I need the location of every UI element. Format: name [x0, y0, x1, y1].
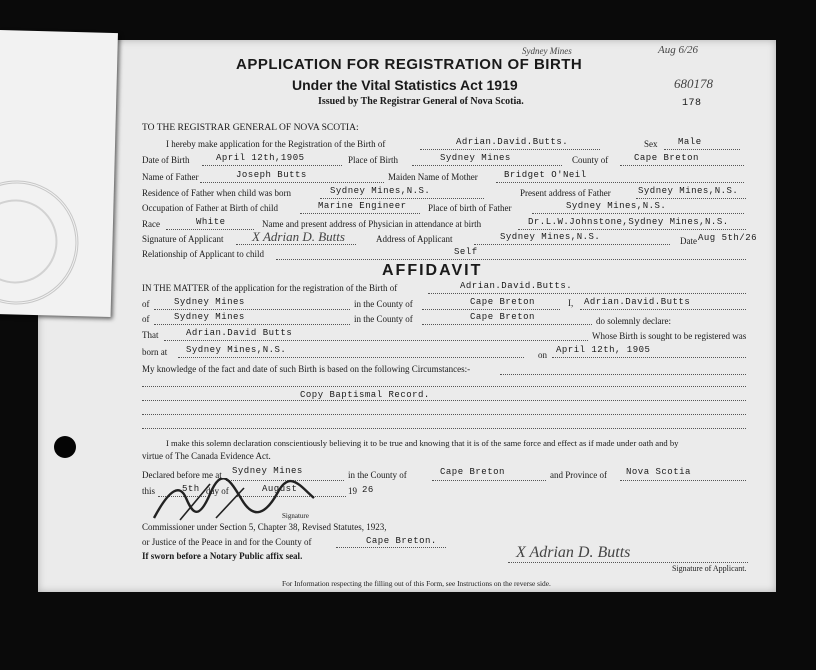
- matter-label: IN THE MATTER of the application for the registration of the Birth of: [142, 283, 398, 293]
- month-value: August: [262, 484, 298, 494]
- province-value: Nova Scotia: [626, 467, 691, 477]
- day-of-label: day of: [206, 486, 229, 496]
- applicant-signature: X Adrian D. Butts: [252, 229, 345, 244]
- day-value: 5th: [182, 484, 200, 494]
- address-value: Sydney Mines,N.S.: [500, 232, 601, 242]
- of-label-1: of: [142, 299, 150, 309]
- top-note: Sydney Mines: [522, 46, 572, 56]
- father-value: Joseph Butts: [236, 170, 307, 180]
- occupation-label: Occupation of Father at Birth of child: [142, 203, 278, 213]
- born-at-label: born at: [142, 347, 168, 357]
- pob-value: Sydney Mines: [440, 153, 511, 163]
- present-address-value: Sydney Mines,N.S.: [638, 186, 739, 196]
- top-date: Aug 6/26: [658, 44, 699, 56]
- physician-label: Name and present address of Physician in attendance at birth: [262, 219, 482, 229]
- race-label: Race: [142, 219, 160, 229]
- justice-line: or Justice of the Peace in and for the County of: [142, 537, 312, 547]
- race-value: White: [196, 217, 226, 227]
- justice-county: Cape Breton.: [366, 536, 437, 546]
- in-county-label-3: in the County of: [348, 470, 407, 480]
- embossed-seal: [0, 179, 80, 306]
- county-label: County of: [572, 155, 609, 165]
- applicant-signature-caption: Signature of Applicant.: [672, 564, 747, 573]
- relationship-value: Self: [454, 247, 478, 257]
- date-label: Date: [680, 236, 697, 246]
- address-label: Address of Applicant: [376, 234, 453, 244]
- mother-label: Maiden Name of Mother: [388, 172, 478, 182]
- matter-child: Adrian.David.Butts.: [460, 281, 573, 291]
- registration-number: 680178: [674, 76, 713, 91]
- county-1: Cape Breton: [470, 297, 535, 307]
- sex-label: Sex: [644, 139, 658, 149]
- physician-value: Dr.L.W.Johnstone,Sydney Mines,N.S.: [528, 217, 729, 227]
- affiant-name: Adrian.David.Butts: [584, 297, 691, 307]
- pob-label: Place of Birth: [348, 155, 398, 165]
- i-label: I,: [568, 298, 574, 308]
- solemn-declaration-1: I make this solemn declaration conscientiously believing it to be true and knowing that it is of the same force and effect as if made under oath and by: [166, 438, 679, 448]
- county-2: Cape Breton: [470, 312, 535, 322]
- attached-paper: [0, 30, 118, 317]
- knowledge-label: My knowledge of the fact and date of such Birth is based on the following Circumstances:-: [142, 364, 471, 374]
- declare-label: do solemnly declare:: [596, 316, 671, 326]
- commissioner-line: Commissioner under Section 5, Chapter 38, Revised Statutes, 1923,: [142, 522, 387, 532]
- born-place: Sydney Mines,N.S.: [186, 345, 287, 355]
- child-name: Adrian.David.Butts.: [456, 137, 569, 147]
- in-county-label-1: in the County of: [354, 299, 413, 309]
- dob-label: Date of Birth: [142, 155, 190, 165]
- year-prefix: 19: [348, 486, 357, 496]
- residence-label: Residence of Father when child was born: [142, 188, 291, 198]
- form-title: APPLICATION FOR REGISTRATION OF BIRTH: [236, 56, 583, 73]
- date-value: Aug 5th/26: [698, 233, 758, 243]
- form-issuer: Issued by The Registrar General of Nova Scotia.: [318, 96, 524, 107]
- year-value: 26: [362, 485, 374, 495]
- this-label: this: [142, 486, 156, 496]
- notary-line: If sworn before a Notary Public affix seal.: [142, 551, 303, 561]
- father-label: Name of Father: [142, 172, 199, 182]
- father-birthplace-value: Sydney Mines,N.S.: [566, 201, 667, 211]
- province-label: and Province of: [550, 470, 607, 480]
- addressee: TO THE REGISTRAR GENERAL OF NOVA SCOTIA:: [142, 123, 359, 133]
- sex-value: Male: [678, 137, 702, 147]
- county-3: Cape Breton: [440, 467, 505, 477]
- form-number: 178: [682, 98, 702, 109]
- declared-place: Sydney Mines: [232, 466, 303, 476]
- relationship-label: Relationship of Applicant to child: [142, 249, 264, 259]
- punch-hole: [54, 436, 76, 458]
- father-birthplace-label: Place of birth of Father: [428, 203, 512, 213]
- solemn-declaration-2: virtue of The Canada Evidence Act.: [142, 451, 271, 461]
- form-subtitle: Under the Vital Statistics Act 1919: [292, 77, 518, 93]
- mother-value: Bridget O'Neil: [504, 170, 587, 180]
- born-date: April 12th, 1905: [556, 345, 651, 355]
- occupation-value: Marine Engineer: [318, 201, 407, 211]
- dob-value: April 12th,1905: [216, 153, 305, 163]
- county-value: Cape Breton: [634, 153, 699, 163]
- that-label: That: [142, 330, 159, 340]
- affidavit-heading: AFFIDAVIT: [382, 262, 483, 279]
- whose-label: Whose Birth is sought to be registered was: [592, 331, 747, 341]
- on-label: on: [538, 350, 547, 360]
- footer-instructions: For Information respecting the filling out of this Form, see Instructions on the reverse side.: [282, 579, 551, 588]
- signature-caption: Signature: [282, 512, 309, 520]
- of-place-1: Sydney Mines: [174, 297, 245, 307]
- declared-label: Declared before me at: [142, 470, 222, 480]
- in-county-label-2: in the County of: [354, 314, 413, 324]
- residence-value: Sydney Mines,N.S.: [330, 186, 431, 196]
- that-name: Adrian.David Butts: [186, 328, 293, 338]
- of-place-2: Sydney Mines: [174, 312, 245, 322]
- circumstance: Copy Baptismal Record.: [300, 390, 430, 400]
- present-address-label: Present address of Father: [520, 188, 611, 198]
- applicant-final-signature: X Adrian D. Butts: [516, 544, 631, 561]
- of-label-2: of: [142, 314, 150, 324]
- signature-label: Signature of Applicant: [142, 234, 224, 244]
- intro-label: I hereby make application for the Registration of the Birth of: [166, 139, 386, 149]
